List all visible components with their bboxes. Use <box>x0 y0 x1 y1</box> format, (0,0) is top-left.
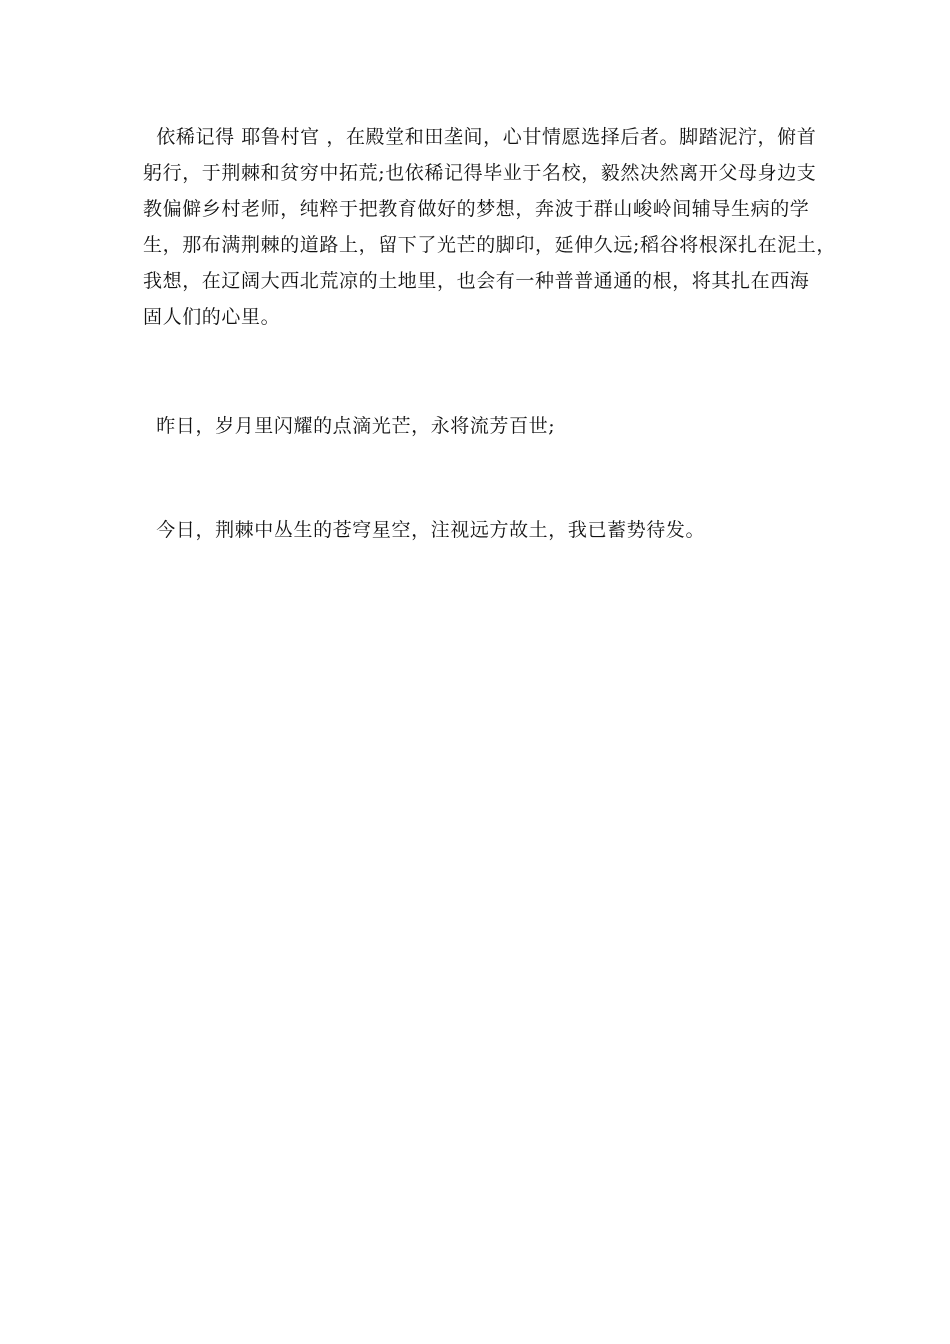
paragraph-1-line-2: 躬行，于荆棘和贫穷中拓荒;也依稀记得毕业于名校，毅然决然离开父母身边支 <box>143 162 817 184</box>
paragraph-1-line-1: 依稀记得 耶鲁村官 ，在殿堂和田垄间，心甘情愿选择后者。脚踏泥泞，俯首 <box>143 126 817 148</box>
paragraph-2: 昨日，岁月里闪耀的点滴光芒，永将流芳百世; <box>143 415 556 437</box>
paragraph-3: 今日，荆棘中丛生的苍穹星空，注视远方故土，我已蓄势待发。 <box>143 519 706 541</box>
paragraph-1-line-4: 生，那布满荆棘的道路上，留下了光芒的脚印，延伸久远;稻谷将根深扎在泥土， <box>143 234 837 256</box>
paragraph-1-line-3: 教偏僻乡村老师，纯粹于把教育做好的梦想，奔波于群山峻岭间辅导生病的学 <box>143 198 810 220</box>
paragraph-1-line-5: 我想，在辽阔大西北荒凉的土地里，也会有一种普普通通的根，将其扎在西海 <box>143 270 810 292</box>
paragraph-1-line-6: 固人们的心里。 <box>143 306 281 328</box>
